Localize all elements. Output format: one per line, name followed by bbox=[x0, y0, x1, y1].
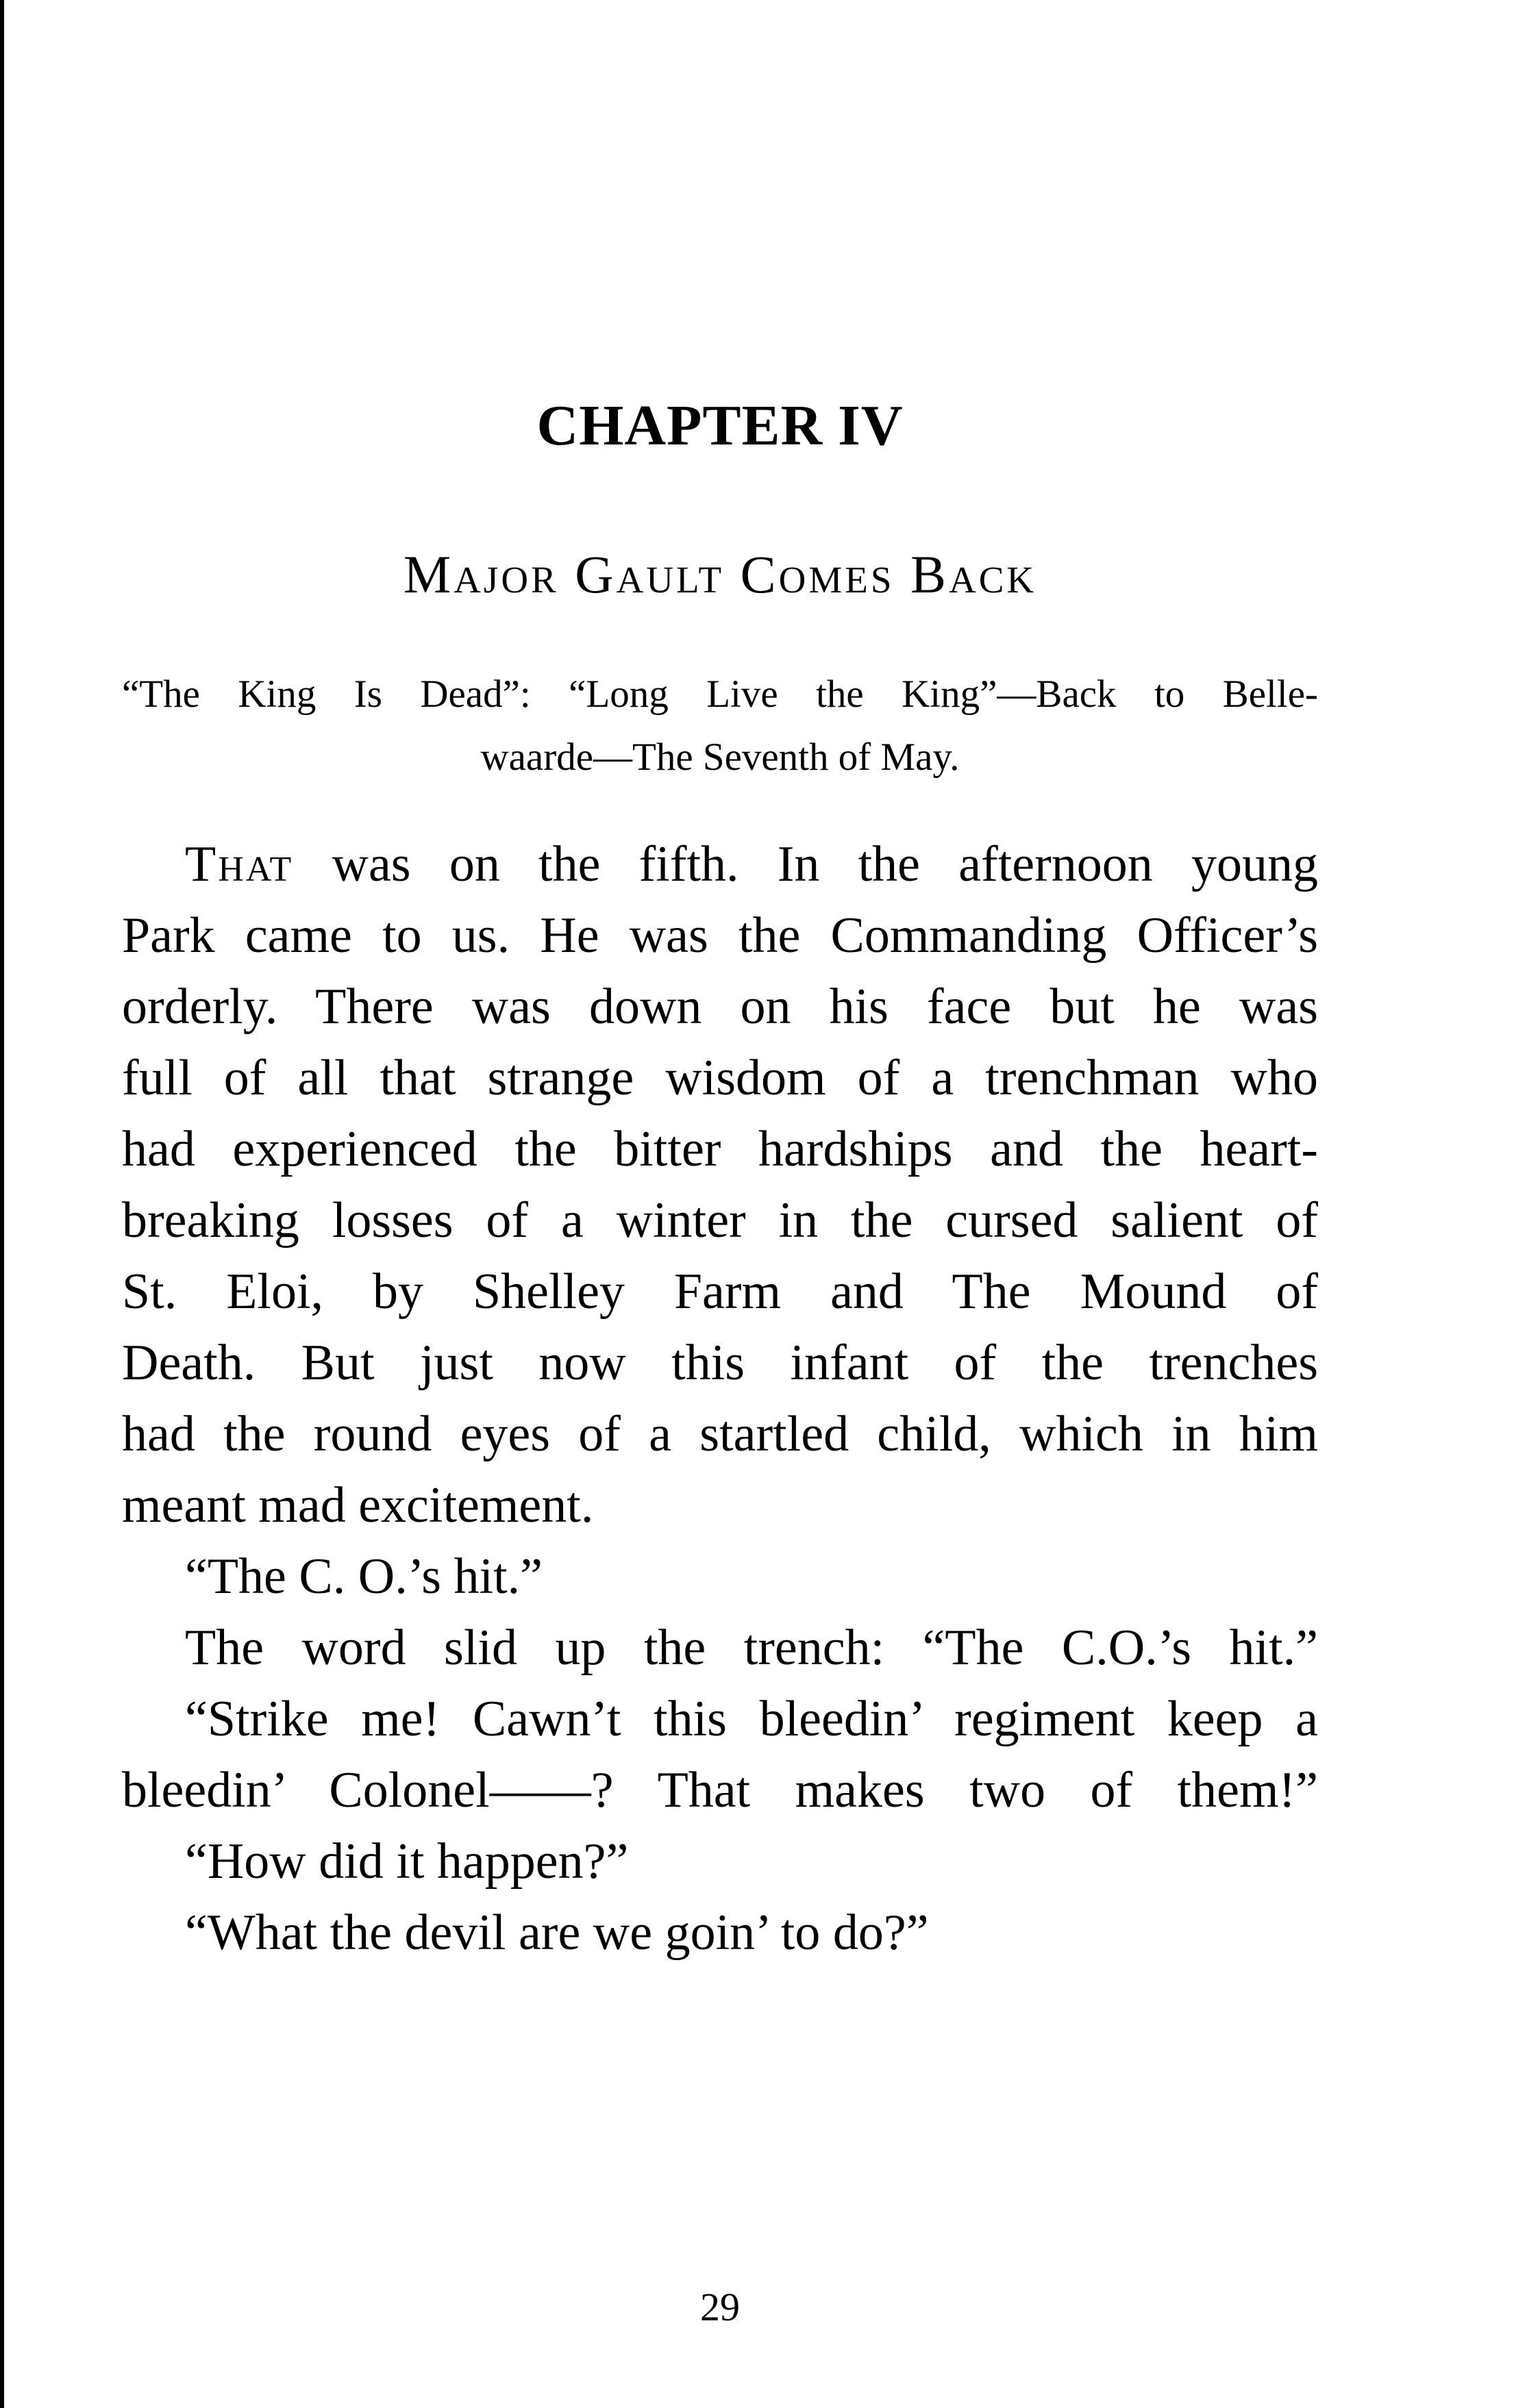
text-line: had experienced the bitter hardships and the heart- bbox=[122, 1121, 1318, 1177]
text-line: orderly. There was down on his face but he was bbox=[122, 979, 1318, 1035]
text-line: Death. But just now this infant of the trenches bbox=[122, 1335, 1318, 1391]
dialogue-line: bleedin’ Colonel——? That makes two of them!” bbox=[122, 1762, 1318, 1818]
book-page bbox=[122, 0, 1318, 2408]
body-text bbox=[122, 829, 1318, 1968]
dialogue-line: “How did it happen?” bbox=[185, 1833, 629, 1890]
text-line: St. Eloi, by Shelley Farm and The Mound of bbox=[122, 1264, 1318, 1320]
dialogue-line: “What the devil are we goin’ to do?” bbox=[185, 1905, 929, 1961]
dialogue-line: The word slid up the trench: “The C.O.’s hit.” bbox=[185, 1620, 1318, 1676]
synopsis-line: “The King Is Dead”: “Long Live the King”—Back to Belle- bbox=[122, 673, 1318, 716]
dialogue-line: “The C. O.’s hit.” bbox=[185, 1548, 543, 1605]
text-line: full of all that strange wisdom of a trenchman who bbox=[122, 1050, 1318, 1106]
chapter-synopsis bbox=[122, 663, 1318, 789]
page-number: 29 bbox=[700, 2285, 740, 2329]
text-line-content: was on the fifth. In the afternoon young bbox=[293, 836, 1318, 892]
text-line bbox=[122, 829, 1318, 900]
text-line: had the round eyes of a startled child, which in him bbox=[122, 1406, 1318, 1462]
opening-word: That bbox=[185, 836, 294, 892]
chapter-heading: CHAPTER IV bbox=[536, 394, 904, 457]
dialogue-line: “Strike me! Cawn’t this bleedin’ regiment keep a bbox=[185, 1691, 1318, 1747]
synopsis-line: waarde—The Seventh of May. bbox=[480, 736, 960, 779]
text-line: Park came to us. He was the Commanding Officer’s bbox=[122, 907, 1318, 964]
page-edge-border bbox=[0, 0, 4, 2408]
chapter-title: Major Gault Comes Back bbox=[403, 544, 1037, 604]
text-line: meant mad excitement. bbox=[122, 1477, 594, 1533]
text-line: breaking losses of a winter in the cursed salient of bbox=[122, 1192, 1318, 1249]
